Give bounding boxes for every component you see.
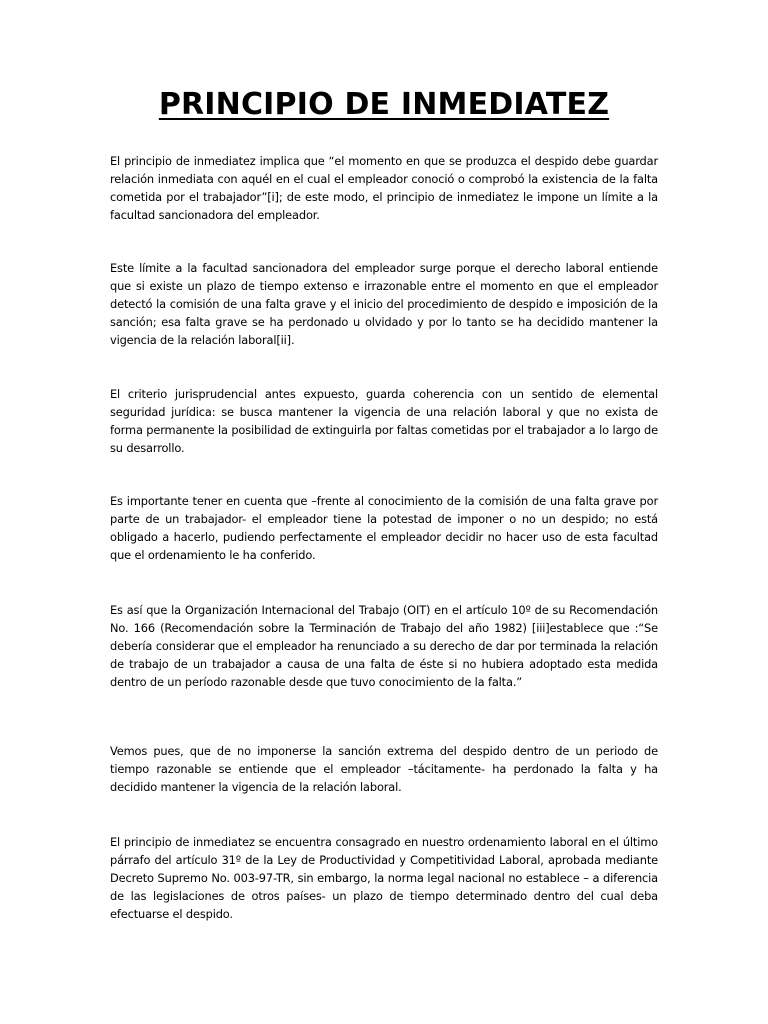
paragraph-2: Este límite a la facultad sancionadora del empleador surge porque el derecho laboral entiende que si existe un plazo de tiempo extenso e irrazonable entre el momento en que el empleador detectó la comisión de una falta grave y el inicio del procedimiento de despido e imposición de la sanción; esa falta grave se ha perdonado u olvidado y por lo tanto se ha decidido mantener la vigencia de la relación laboral[ii].	[110, 261, 658, 347]
paragraph-6: Vemos pues, que de no imponerse la sanción extrema del despido dentro de un periodo de tiempo razonable se entiende que el empleador –tácitamente- ha perdonado la falta y ha decidido mantener la vigencia de la relación laboral.	[110, 744, 658, 794]
paragraph-1: El principio de inmediatez implica que “el momento en que se produzca el despido debe guardar relación inmediata con aquél en el cual el empleador conoció o comprobó la existencia de la falta cometida por el trabajador”[i]; de este modo, el principio de inmediatez le impone un límite a la facultad sancionadora del empleador.	[110, 154, 658, 222]
paragraph-7: El principio de inmediatez se encuentra consagrado en nuestro ordenamiento laboral en el último párrafo del artículo 31º de la Ley de Productividad y Competitividad Laboral, aprobada mediante Decreto Supremo No. 003-97-TR, sin embargo, la norma legal nacional no establece – a diferencia de las legislaciones de otros países- un plazo de tiempo determinado dentro del cual deba efectuarse el despido.	[110, 835, 658, 921]
paragraph-4: Es importante tener en cuenta que –frente al conocimiento de la comisión de una falta grave por parte de un trabajador- el empleador tiene la potestad de imponer o no un despido; no está obligado a hacerlo, pudiendo perfectamente el empleador decidir no hacer uso de esta facultad que el ordenamiento le ha conferido.	[110, 494, 658, 562]
page-title: PRINCIPIO DE INMEDIATEZ	[158, 87, 610, 122]
paragraph-5: Es así que la Organización Internacional del Trabajo (OIT) en el artículo 10º de su Recomendación No. 166 (Recomendación sobre la Terminación de Trabajo del año 1982) [iii]establece que :“Se debería considerar que el empleador ha renunciado a su derecho de dar por terminada la relación de trabajo de un trabajador a causa de una falta de éste si no hubiera adoptado esta medida dentro de un período razonable desde que tuvo conocimiento de la falta.”	[110, 603, 658, 689]
paragraph-3: El criterio jurisprudencial antes expuesto, guarda coherencia con un sentido de elemental seguridad jurídica: se busca mantener la vigencia de una relación laboral y que no exista de forma permanente la posibilidad de extinguirla por faltas cometidas por el trabajador a lo largo de su desarrollo.	[110, 387, 658, 455]
